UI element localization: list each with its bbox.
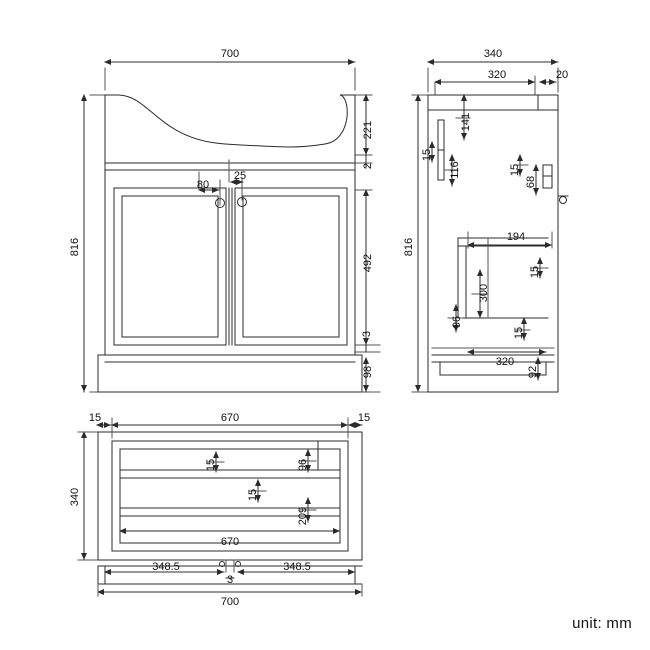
dim-side-base-thickness: 15 (513, 326, 525, 340)
dim-plan-rail-b: 15 (247, 488, 259, 502)
dim-side-depth: 340 (483, 48, 503, 60)
dim-plan-inner-width: 670 (220, 412, 240, 424)
front-elevation-view (69, 48, 380, 392)
side-section-view (403, 48, 568, 392)
dim-plan-rail-depth-b: 209 (297, 506, 309, 526)
dim-door-height: 492 (362, 253, 374, 273)
dim-side-carcass-depth: 320 (487, 69, 507, 81)
dim-plan-rail-a: 15 (205, 458, 217, 472)
dim-plan-door-gap: 3 (226, 574, 234, 586)
dim-shelf-thickness: 15 (529, 265, 541, 279)
dim-side-inner-height: 300 (478, 283, 490, 303)
dim-side-top-c: 15 (421, 148, 433, 162)
dim-top-gap: 2 (362, 162, 374, 170)
dim-basin-height: 221 (362, 120, 374, 140)
plan-view (69, 412, 370, 608)
dim-side-top-e: 68 (525, 175, 537, 189)
dim-handle-spacing: 25 (233, 170, 247, 182)
dim-side-base-gap: 96 (451, 315, 463, 329)
dim-side-base-offset: 92 (527, 365, 539, 379)
dim-side-top-a: 141 (460, 112, 472, 132)
dim-side-top-d: 15 (509, 163, 521, 177)
dim-side-base-depth: 320 (495, 356, 515, 368)
dim-plinth-height: 98 (362, 365, 374, 379)
dim-plan-depth: 340 (69, 487, 81, 507)
dim-front-height: 816 (69, 237, 81, 257)
dim-door-gap: 3 (361, 330, 373, 338)
dim-side-top-b: 116 (449, 161, 461, 179)
dim-front-width: 700 (220, 48, 240, 60)
dim-plan-margin-left: 15 (88, 412, 102, 424)
dim-plan-margin-right: 15 (357, 412, 371, 424)
dim-plan-overall-width: 700 (220, 596, 240, 608)
dim-plan-door-left: 348.5 (152, 561, 180, 573)
dim-handle-offset: 80 (196, 179, 210, 191)
dim-side-overhang: 20 (555, 69, 569, 81)
dim-plan-bottom-inner-width: 670 (220, 536, 240, 548)
dim-plan-rail-depth: 96 (297, 458, 309, 472)
dim-shelf-depth: 194 (506, 231, 526, 243)
unit-note: unit: mm (572, 615, 632, 632)
dim-side-height: 816 (403, 237, 415, 257)
dim-plan-door-right: 348.5 (283, 561, 311, 573)
